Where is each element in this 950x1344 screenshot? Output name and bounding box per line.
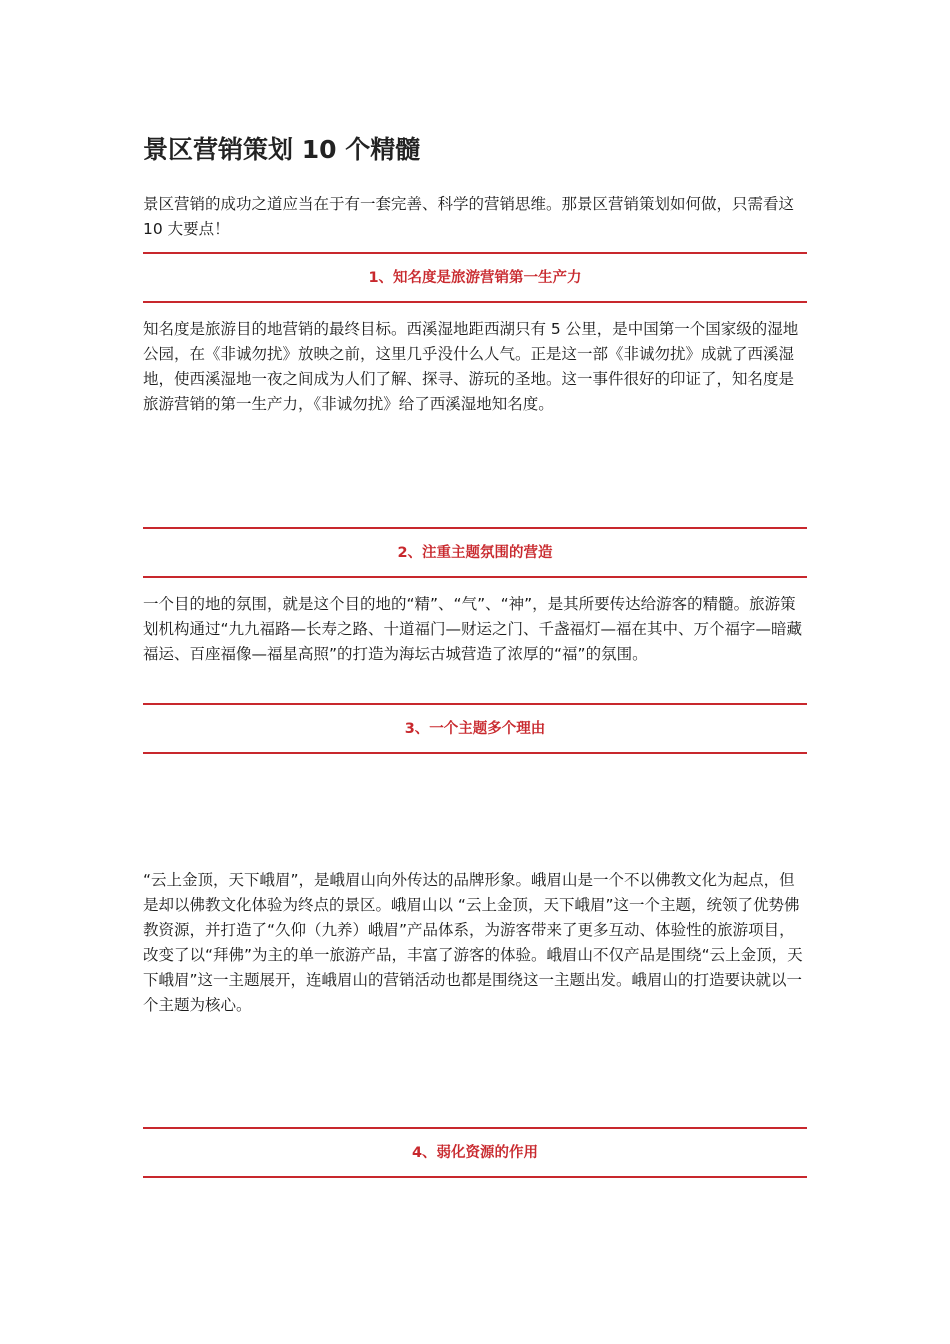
page-title: 景区营销策划 10 个精髓 bbox=[143, 135, 421, 164]
section-heading-3: 3、一个主题多个理由 bbox=[404, 721, 546, 737]
section-body-2: 一个目的地的氛围，就是这个目的地的“精”、“气”、“神”，是其所要传达给游客的精髓。旅游策划机构通过“九九福路—长寿之路、十道福门—财运之门、千盏福灯—福在其中、万个福字—暗藏福运、百座福像—福星高照”的打造为海坛古城营造了浓厚的“福”的氛围。 bbox=[143, 595, 803, 663]
section-body-3: “云上金顶，天下峨眉”，是峨眉山向外传达的品牌形象。峨眉山是一个不以佛教文化为起点，但是却以佛教文化体验为终点的景区。峨眉山以 “云上金顶，天下峨眉”这一个主题，统领了优势佛教资源，并打造了“久仰（九养）峨眉”产品体系，为游客带来了更多互动、体验性的旅游项目，改变了以“拜佛”为主的单一旅游产品，丰富了游客的体验。峨眉山不仅产品是围绕“云上金顶，天下峨眉”这一主题展开，连峨眉山的营销活动也都是围绕这一主题出发。峨眉山的打造要诀就以一个主题为核心。 bbox=[143, 871, 803, 1014]
section-heading-2: 2、注重主题氛围的营造 bbox=[397, 545, 553, 561]
section-heading-4: 4、弱化资源的作用 bbox=[411, 1145, 539, 1161]
section-divider-bottom-2 bbox=[143, 576, 807, 578]
intro-paragraph: 景区营销的成功之道应当在于有一套完善、科学的营销思维。那景区营销策划如何做，只需看这 10 大要点！ bbox=[143, 195, 795, 238]
section-divider-top-2 bbox=[143, 527, 807, 529]
section-divider-top-1 bbox=[143, 252, 807, 254]
section-heading-1: 1、知名度是旅游营销第一生产力 bbox=[368, 270, 582, 286]
section-divider-bottom-4 bbox=[143, 1176, 807, 1178]
section-divider-bottom-3 bbox=[143, 752, 807, 754]
section-divider-top-3 bbox=[143, 703, 807, 705]
section-body-1: 知名度是旅游目的地营销的最终目标。西溪湿地距西湖只有 5 公里，是中国第一个国家级的湿地公园，在《非诚勿扰》放映之前，这里几乎没什么人气。正是这一部《非诚勿扰》成就了西溪湿地，使西溪湿地一夜之间成为人们了解、探寻、游玩的圣地。这一事件很好的印证了，知名度是旅游营销的第一生产力，《非诚勿扰》给了西溪湿地知名度。 bbox=[143, 320, 799, 413]
section-divider-bottom-1 bbox=[143, 301, 807, 303]
section-divider-top-4 bbox=[143, 1127, 807, 1129]
